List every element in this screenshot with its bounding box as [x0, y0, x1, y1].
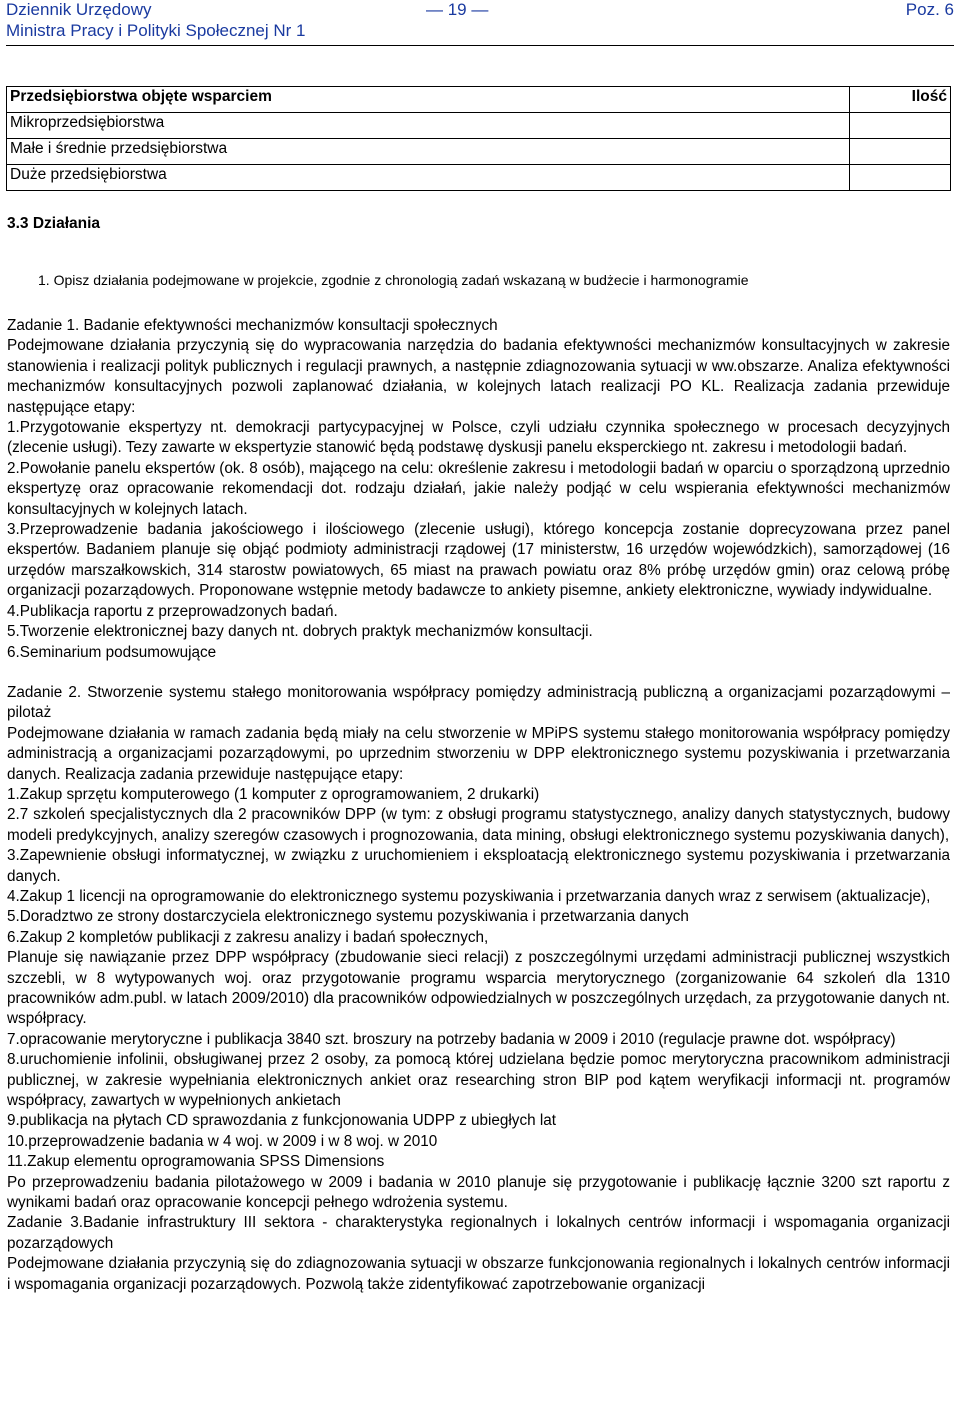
paragraph: Podejmowane działania przyczynią się do zdiagnozowania sytuacji w obszarze funkcjonowania regionalnych i lokalnych centrów informacji i wspomagania organizacji pozarządowych. Pozwolą także zidentyfikować zapotrzebowanie organizacji — [7, 1255, 950, 1293]
paragraph: Zadanie 1. Badanie efektywności mechanizmów konsultacji społecznych — [7, 317, 498, 334]
paragraph: 4.Publikacja raportu z przeprowadzonych badań. — [7, 602, 338, 620]
position-number: Poz. 6 — [905, 0, 954, 19]
ministry-name: Ministra Pracy i Polityki Społecznej Nr 1 — [6, 21, 306, 40]
paragraph-gap — [7, 663, 950, 683]
table-head-label: Przedsiębiorstwa objęte wsparciem — [7, 87, 850, 113]
table-cell: Duże przedsiębiorstwa — [7, 165, 850, 191]
table-row — [7, 165, 951, 191]
qty-cell — [850, 113, 951, 139]
paragraph: 6.Zakup 2 kompletów publikacji z zakresu analizy i badań społecznych, — [7, 928, 489, 946]
paragraph: 3.Przeprowadzenie badania jakościowego i ilościowego (zlecenie usługi), którego koncepcja zostanie doprecyzowana przez panel ekspertów. Badaniem planuje się objąć podmioty administracji rządowej (17 ministerstw, 16 urzędów wojewódzkich), samorządowej (16 urzędów marszałkowskich, 314 starostw powiatowych, 65 miast na prawach powiatu oraz 8% próbę urzędów gmin) oraz celową próbę organizacji pozarządowych. Proponowane wstępnie metody badawcze to ankiety pisemne, ankiety elektroniczne, wywiady indywidualne. — [7, 521, 950, 600]
paragraph: 2.7 szkoleń specjalistycznych dla 2 pracowników DPP (w tym: z obsługi programu statystycznego, analizy danych statystycznych, budowy modeli predykcyjnych, analizy szeregów czasowych i prognozowania, data mining, obsługi elektronicznego systemu pozyskiwania danych), — [7, 806, 950, 844]
table-header-row — [7, 87, 951, 113]
section-heading: 3.3 Działania — [7, 215, 101, 232]
paragraph: 3.Zapewnienie obsługi informatycznej, w związku z uruchomieniem i eksploatacją elektronicznego systemu pozyskiwania i przetwarzania danych. — [7, 847, 950, 885]
paragraph: 5.Doradztwo ze strony dostarczyciela elektronicznego systemu pozyskiwania i przetwarzania danych — [7, 908, 689, 926]
paragraph: Zadanie 2. Stworzenie systemu stałego monitorowania współpracy pomiędzy administracją publiczną a organizacjami pozarządowymi – pilotaż — [7, 683, 950, 722]
page-header — [6, 0, 954, 44]
paragraph: 6.Seminarium podsumowujące — [7, 643, 217, 661]
paragraph: 1.Zakup sprzętu komputerowego (1 komputer z oprogramowaniem, 2 drukarki) — [7, 785, 540, 803]
paragraph: Zadanie 3.Badanie infrastruktury III sektora - charakterystyka regionalnych i lokalnych centrów informacji i wspomagania organizacji pozarządowych — [7, 1214, 950, 1252]
table-row — [7, 139, 951, 165]
qty-cell — [850, 139, 951, 165]
paragraph: Podejmowane działania przyczynią się do wypracowania narzędzia do badania efektywności mechanizmów konsultacyjnych w zakresie stanowienia i realizacji polityk publicznych i regulacji prawnych, a następnie zdiagnozowania sytuacji w ww.obszarze. Analiza efektywności mechanizmów konsultacyjnych pozwoli zaplanować działania, w kolejnych latach realizacji PO KL. Realizacja zadania przewiduje następujące etapy: — [7, 337, 950, 416]
table-row — [7, 113, 951, 139]
header-rule — [6, 45, 954, 46]
enterprise-table — [6, 86, 951, 191]
paragraph: 5.Tworzenie elektronicznej bazy danych nt. dobrych praktyk mechanizmów konsultacji. — [7, 623, 593, 641]
paragraph: 9.publikacja na płytach CD sprawozdania z funkcjonowania UDPP z ubiegłych lat — [7, 1112, 557, 1130]
table-cell: Małe i średnie przedsiębiorstwa — [7, 139, 850, 165]
paragraph: 1.Przygotowanie ekspertyzy nt. demokracji partycypacyjnej w Polsce, czyli udziału czynnika społecznego w procesach decyzyjnych (zlecenie usługi). Tezy zawarte w ekspertyzie stanowić będą podstawę dyskusji panelu eksperckiego nt. zakresu i metodologii badań. — [7, 419, 950, 457]
paragraph: 2.Powołanie panelu ekspertów (ok. 8 osób), mającego na celu: określenie zakresu i metodologii badań w oparciu o sporządzoną uprzednio ekspertyzę oraz opracowanie rekomendacji dot. rodzaju działań, jakie należy podjąć w celu wspierania efektywności mechanizmów konsultacyjnych w kolejnych latach. — [7, 459, 950, 518]
table-head-qty: Ilość — [850, 87, 951, 113]
document-body — [7, 316, 950, 1295]
journal-title: Dziennik Urzędowy — [6, 0, 152, 19]
paragraph: 11.Zakup elementu oprogramowania SPSS Dimensions — [7, 1153, 385, 1171]
paragraph: 7.opracowanie merytoryczne i publikacja 3840 szt. broszury na potrzeby badania w 2009 i 2010 (regulacje prawne dot. współpracy) — [7, 1030, 896, 1048]
paragraph: 4.Zakup 1 licencji na oprogramowanie do elektronicznego systemu pozyskiwania i przetwarzania danych wraz z serwisem (aktualizacje), — [7, 887, 931, 905]
paragraph: Planuje się nawiązanie przez DPP współpracy (zbudowanie sieci relacji) z poszczególnymi urzędami administracji publicznej wszystkich szczebli, w 8 wytypowanych woj. oraz przygotowanie programu wsparcia merytorycznego (zorganizowanie 64 szkoleń dla 1310 pracowników adm.publ. w latach 2009/2010) dla pracowników odpowiedzialnych w poszczególnych urzędach, za przygotowanie danych nt. współpracy. — [7, 949, 950, 1028]
qty-cell — [850, 165, 951, 191]
table-cell: Mikroprzedsiębiorstwa — [7, 113, 850, 139]
paragraph: Po przeprowadzeniu badania pilotażowego w 2009 i badania w 2010 planuje się przygotowanie i publikację łącznie 3200 szt raportu z wynikami badań oraz opracowanie koncepcji pełnego wdrożenia systemu. — [7, 1173, 950, 1212]
paragraph: 10.przeprowadzenie badania w 4 woj. w 2009 i w 8 woj. w 2010 — [7, 1132, 438, 1150]
paragraph: 8.uruchomienie infolinii, obsługiwanej przez 2 osoby, za pomocą której udzielana będzie pomoc merytoryczna pracownikom administracji publicznej, w zakresie wypełniania elektronicznych ankiet oraz researching stron BIP pod kątem weryfikacji informacji nt. programów współpracy, zawartych w wypełnionych ankietach — [7, 1051, 950, 1110]
paragraph: Podejmowane działania w ramach zadania będą miały na celu stworzenie w MPiPS systemu stałego monitorowania współpracy pomiędzy administracją a organizacjami pozarządowymi, po uprzednim stworzeniu w DPP elektronicznego systemu pozyskiwania i przetwarzania danych. Realizacja zadania przewiduje następujące etapy: — [7, 724, 950, 783]
question-text: 1. Opisz działania podejmowane w projekcie, zgodnie z chronologią zadań wskazaną w budżecie i harmonogramie — [38, 272, 749, 288]
page-number: — 19 — — [426, 0, 489, 19]
